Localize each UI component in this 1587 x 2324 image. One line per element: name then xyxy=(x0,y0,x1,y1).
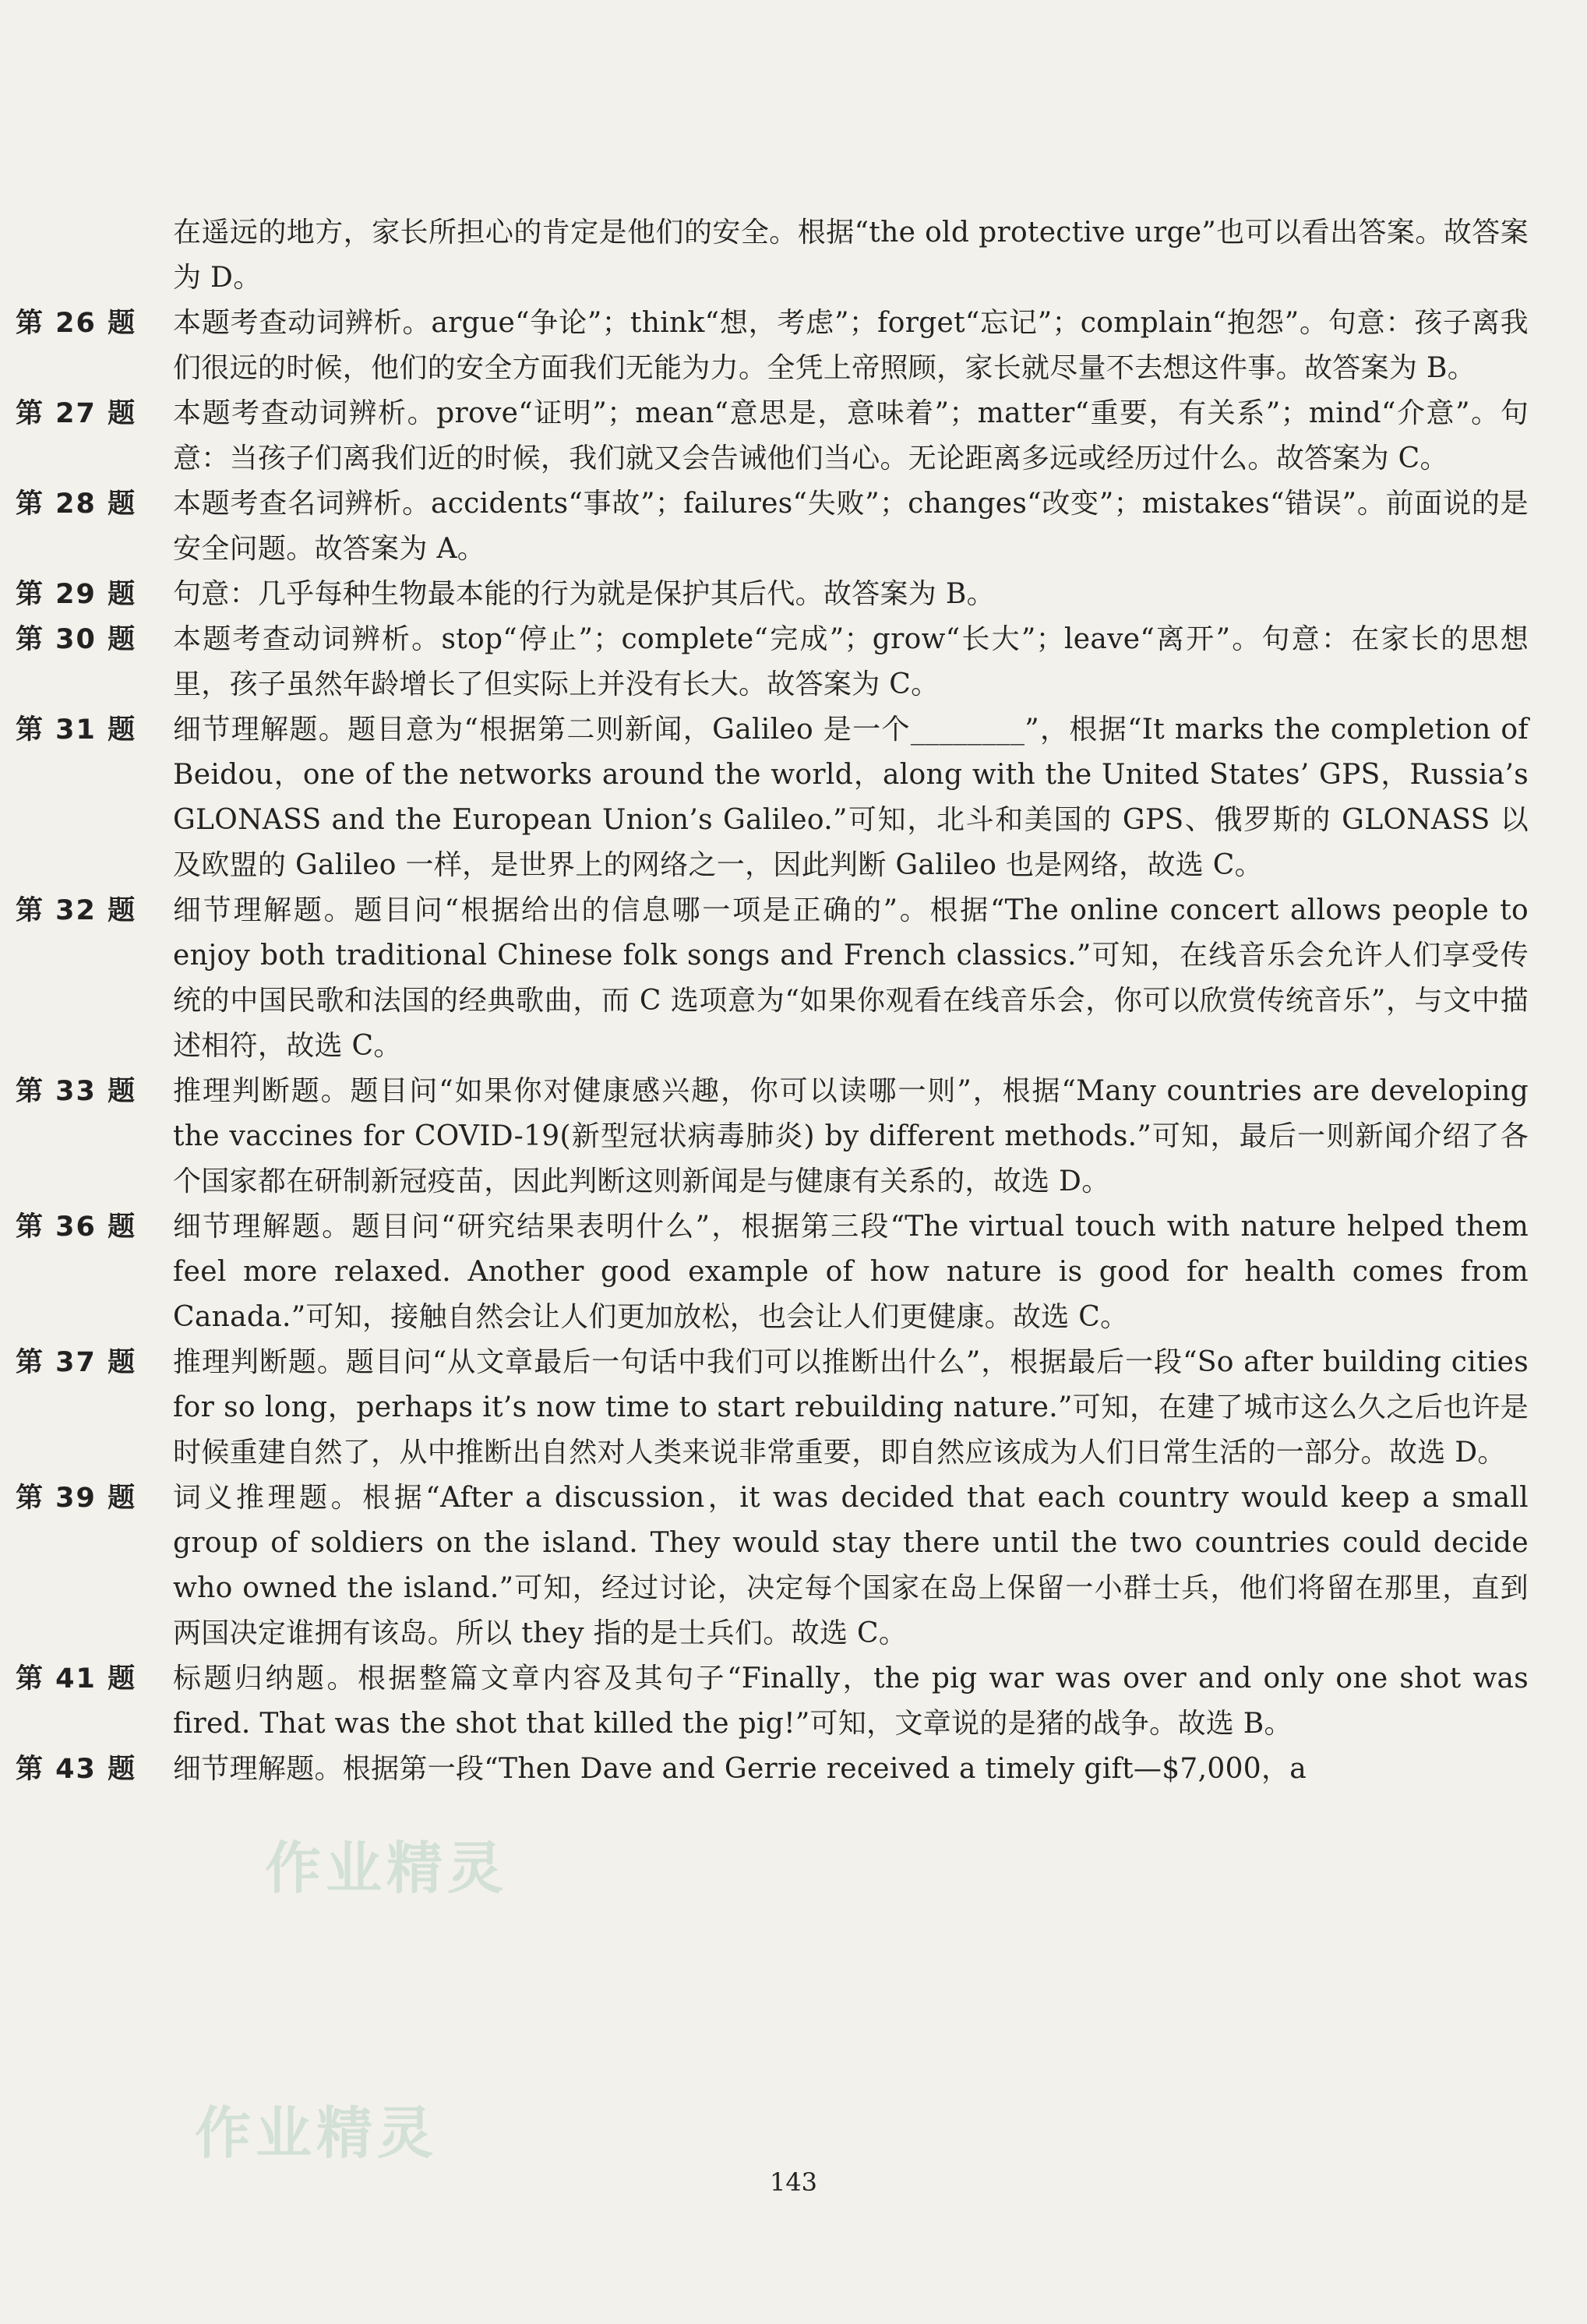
question-label: 第 39 题 xyxy=(16,1483,137,1514)
question-label: 第 28 题 xyxy=(16,488,137,520)
question-label: 第 33 题 xyxy=(16,1076,137,1107)
explanation-text: 在遥远的地方，家长所担心的肯定是他们的安全。根据“the old protective urge”也可以看出答案。故答案为 D。 xyxy=(173,217,1529,294)
entry-q28 xyxy=(16,481,1529,572)
explanation-text: 本题考查名词辨析。accidents“事故”；failures“失败”；changes“改变”；mistakes“错误”。前面说的是安全问题。故答案为 A。 xyxy=(173,488,1529,565)
entry-q39 xyxy=(16,1476,1529,1656)
entry-q41 xyxy=(16,1656,1529,1747)
explanation-text: 推理判断题。题目问“如果你对健康感兴趣，你可以读哪一则”，根据“Many countries are developing the vaccines for COVID-19(新型冠状病毒肺炎) by different methods.”可知，最后一则新闻介绍了各个国家都在研制新冠疫苗，因此判断这则新闻是与健康有关系的，故选 D。 xyxy=(173,1075,1529,1197)
entry-q37 xyxy=(16,1340,1529,1476)
entry-q43 xyxy=(16,1747,1529,1792)
explanation-text: 细节理解题。根据第一段“Then Dave and Gerrie received a timely gift—$7,000，a xyxy=(173,1753,1307,1785)
explanation-text: 细节理解题。题目意为“根据第二则新闻，Galileo 是一个________”，根据“It marks the completion of Beidou，one of the networks around the world，along with the United States’ GPS，Russia’s GLONASS and the European Union’s Galileo.”可知，北斗和美国的 GPS、俄罗斯的 GLONASS 以及欧盟的 Galileo 一样，是世界上的网络之一，因此判断 Galileo 也是网络，故选 C。 xyxy=(173,714,1529,881)
entry-q30 xyxy=(16,617,1529,707)
question-label: 第 37 题 xyxy=(16,1347,137,1378)
page-number: 143 xyxy=(769,2167,818,2197)
explanation-text: 细节理解题。题目问“研究结果表明什么”，根据第三段“The virtual touch with nature helped them feel more relaxed. Another good example of how nature is good for health comes from Canada.”可知，接触自然会让人们更加放松，也会让人们更健康。故选 C。 xyxy=(173,1211,1529,1333)
question-label: 第 43 题 xyxy=(16,1754,137,1785)
entry-q31 xyxy=(16,707,1529,888)
explanation-text: 推理判断题。题目问“从文章最后一句话中我们可以推断出什么”，根据最后一段“So after building cities for so long，perhaps it’s now time to start rebuilding nature.”可知，在建了城市这么久之后也许是时候重建自然了，从中推断出自然对人类来说非常重要，即自然应该成为人们日常生活的一部分。故选 D。 xyxy=(173,1346,1529,1469)
entry-q27 xyxy=(16,391,1529,481)
question-label: 第 29 题 xyxy=(16,579,137,610)
question-label: 第 31 题 xyxy=(16,714,137,746)
entry-q29 xyxy=(16,572,1529,617)
watermark: 作业精灵 xyxy=(265,1836,509,1901)
entry-q33 xyxy=(16,1069,1529,1204)
explanation-text: 本题考查动词辨析。prove“证明”；mean“意思是，意味着”；matter“重要，有关系”；mind“介意”。句意：当孩子们离我们近的时候，我们就又会告诫他们当心。无论距离多远或经历过什么。故答案为 C。 xyxy=(173,397,1529,474)
question-label: 第 27 题 xyxy=(16,398,137,429)
answer-explanations xyxy=(16,210,1529,1792)
explanation-text: 细节理解题。题目问“根据给出的信息哪一项是正确的”。根据“The online concert allows people to enjoy both traditional Chinese folk songs and French classics.”可知，在线音乐会允许人们享受传统的中国民歌和法国的经典歌曲，而 C 选项意为“如果你观看在线音乐会，你可以欣赏传统音乐”，与文中描述相符，故选 C。 xyxy=(173,894,1529,1062)
entry-continuation xyxy=(173,210,1529,301)
entry-q26 xyxy=(16,301,1529,391)
watermark: 作业精灵 xyxy=(195,2100,439,2166)
question-label: 第 36 题 xyxy=(16,1211,137,1243)
explanation-text: 句意：几乎每种生物最本能的行为就是保护其后代。故答案为 B。 xyxy=(173,578,995,610)
question-label: 第 26 题 xyxy=(16,308,137,339)
entry-q32 xyxy=(16,888,1529,1069)
question-label: 第 32 题 xyxy=(16,895,137,926)
question-label: 第 30 题 xyxy=(16,624,137,655)
question-label: 第 41 题 xyxy=(16,1663,137,1695)
explanation-text: 词义推理题。根据“After a discussion，it was decided that each country would keep a small group of soldiers on the island. They would stay there until the two countries could decide who owned the island.”可知，经过讨论，决定每个国家在岛上保留一小群士兵，他们将留在那里，直到两国决定谁拥有该岛。所以 they 指的是士兵们。故选 C。 xyxy=(173,1482,1529,1649)
entry-q36 xyxy=(16,1204,1529,1340)
explanation-text: 标题归纳题。根据整篇文章内容及其句子“Finally，the pig war was over and only one shot was fired. That was the shot that killed the pig!”可知，文章说的是猪的战争。故选 B。 xyxy=(173,1663,1529,1740)
explanation-text: 本题考查动词辨析。argue“争论”；think“想，考虑”；forget“忘记”；complain“抱怨”。句意：孩子离我们很远的时候，他们的安全方面我们无能为力。全凭上帝照顾，家长就尽量不去想这件事。故答案为 B。 xyxy=(173,307,1529,384)
explanation-text: 本题考查动词辨析。stop“停止”；complete“完成”；grow“长大”；leave“离开”。句意：在家长的思想里，孩子虽然年龄增长了但实际上并没有长大。故答案为 C。 xyxy=(173,623,1529,700)
